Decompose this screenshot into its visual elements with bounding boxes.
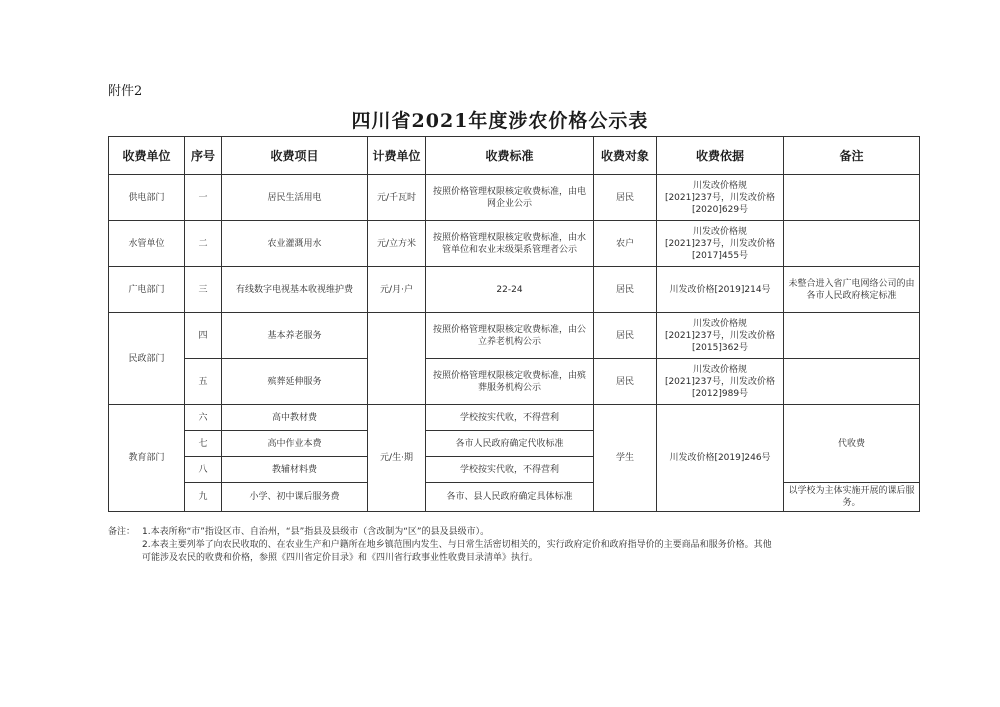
table-header-row: [109, 137, 920, 175]
footnote-line: [108, 526, 919, 539]
cell-fee-target: 农户: [594, 221, 657, 267]
cell-fee-unit: 供电部门: [109, 175, 185, 221]
cell-serial-number: 五: [185, 359, 222, 405]
cell-serial-number: 一: [185, 175, 222, 221]
basis-line: [2020]629号: [691, 204, 749, 215]
cell-fee-unit: 广电部门: [109, 267, 185, 313]
header-fee-item: 收费项目: [222, 137, 368, 175]
cell-remarks: [784, 221, 920, 267]
cell-serial-number: 四: [185, 313, 222, 359]
cell-fee-item: 小学、初中课后服务费: [222, 483, 368, 512]
cell-fee-standard: 按照价格管理权限核定收费标准，由殡葬服务机构公示: [426, 359, 594, 405]
cell-fee-item: 基本养老服务: [222, 313, 368, 359]
footnotes: [108, 526, 919, 565]
basis-line: [2021]237号，川发改价格: [664, 376, 776, 387]
cell-billing-unit: 元/生·期: [368, 405, 426, 512]
header-fee-target: 收费对象: [594, 137, 657, 175]
cell-serial-number: 六: [185, 405, 222, 431]
table-row: [109, 313, 920, 359]
header-fee-standard: 收费标准: [426, 137, 594, 175]
basis-line: 川发改价格规: [692, 364, 747, 375]
cell-serial-number: 七: [185, 431, 222, 457]
footnote-label: 备注：: [108, 527, 136, 537]
cell-fee-basis: 川发改价格[2019]214号: [657, 267, 784, 313]
cell-fee-target: 居民: [594, 267, 657, 313]
cell-fee-standard: 学校按实代收，不得营利: [426, 457, 594, 483]
cell-fee-standard: 各市人民政府确定代收标准: [426, 431, 594, 457]
cell-fee-unit: 水管单位: [109, 221, 185, 267]
table-row: [109, 221, 920, 267]
header-billing-unit: 计费单位: [368, 137, 426, 175]
cell-fee-basis: 川发改价格[2019]246号: [657, 405, 784, 512]
footnote-text: 2.本表主要列举了向农民收取的、在农业生产和户籍所在地乡镇范围内发生、与日常生活密切相关的，实行政府定价和政府指导价的主要商品和服务价格。其他: [142, 540, 772, 550]
cell-serial-number: 八: [185, 457, 222, 483]
table-row: [109, 483, 920, 512]
cell-remarks: 以学校为主体实施开展的课后服务。: [784, 483, 920, 512]
header-remarks: 备注: [784, 137, 920, 175]
table-row: [109, 359, 920, 405]
cell-fee-basis: [657, 221, 784, 267]
table-row: [109, 175, 920, 221]
cell-fee-unit: 民政部门: [109, 313, 185, 405]
basis-line: 川发改价格规: [692, 180, 747, 191]
basis-line: [2021]237号，川发改价格: [664, 238, 776, 249]
cell-fee-item: 高中教材费: [222, 405, 368, 431]
basis-line: [2015]362号: [691, 342, 749, 353]
table-row: [109, 405, 920, 431]
cell-fee-item: 教辅材料费: [222, 457, 368, 483]
basis-line: 川发改价格规: [692, 318, 747, 329]
cell-billing-unit: 元/千瓦时: [368, 175, 426, 221]
header-serial-number: 序号: [185, 137, 222, 175]
basis-line: [2012]989号: [691, 388, 749, 399]
cell-remarks: 代收费: [784, 405, 920, 483]
footnote-line: [108, 539, 919, 552]
cell-fee-target: 居民: [594, 359, 657, 405]
cell-serial-number: 九: [185, 483, 222, 512]
cell-billing-unit: 元/月·户: [368, 267, 426, 313]
cell-remarks: 未整合进入省广电网络公司的由各市人民政府核定标准: [784, 267, 920, 313]
footnote-text: 1.本表所称“市”指设区市、自治州，“县”指县及县级市（含改制为“区”的县及县级市）。: [142, 527, 490, 537]
cell-billing-unit: 元/立方米: [368, 221, 426, 267]
cell-fee-item: 高中作业本费: [222, 431, 368, 457]
cell-fee-standard: 按照价格管理权限核定收费标准，由公立养老机构公示: [426, 313, 594, 359]
basis-line: [2021]237号，川发改价格: [664, 192, 776, 203]
header-fee-basis: 收费依据: [657, 137, 784, 175]
cell-serial-number: 二: [185, 221, 222, 267]
basis-line: [2017]455号: [691, 250, 749, 261]
cell-remarks: [784, 175, 920, 221]
cell-billing-unit: [368, 313, 426, 405]
cell-fee-standard: 学校按实代收，不得营利: [426, 405, 594, 431]
cell-fee-item: 农业灌溉用水: [222, 221, 368, 267]
cell-fee-standard: 各市、县人民政府确定具体标准: [426, 483, 594, 512]
header-fee-unit: 收费单位: [109, 137, 185, 175]
table-row: [109, 267, 920, 313]
cell-fee-standard: 按照价格管理权限核定收费标准，由水管单位和农业末级渠系管理者公示: [426, 221, 594, 267]
basis-line: [2021]237号，川发改价格: [664, 330, 776, 341]
cell-remarks: [784, 313, 920, 359]
cell-fee-target: 居民: [594, 313, 657, 359]
attachment-label: 附件2: [108, 84, 143, 99]
cell-fee-target: 居民: [594, 175, 657, 221]
cell-fee-item: 殡葬延伸服务: [222, 359, 368, 405]
cell-fee-basis: [657, 313, 784, 359]
basis-line: 川发改价格规: [692, 226, 747, 237]
footnote-line: [108, 552, 919, 565]
cell-fee-basis: [657, 175, 784, 221]
document-title: 四川省2021年度涉农价格公示表: [351, 110, 649, 132]
cell-serial-number: 三: [185, 267, 222, 313]
cell-fee-standard: 按照价格管理权限核定收费标准，由电网企业公示: [426, 175, 594, 221]
cell-fee-standard: 22-24: [426, 267, 594, 313]
fee-table: [108, 136, 920, 512]
cell-fee-basis: [657, 359, 784, 405]
cell-remarks: [784, 359, 920, 405]
cell-fee-unit: 教育部门: [109, 405, 185, 512]
cell-fee-item: 居民生活用电: [222, 175, 368, 221]
footnote-text: 可能涉及农民的收费和价格，参照《四川省定价目录》和《四川省行政事业性收费目录清单》执行。: [142, 553, 539, 563]
cell-fee-target: 学生: [594, 405, 657, 512]
cell-fee-item: 有线数字电视基本收视维护费: [222, 267, 368, 313]
